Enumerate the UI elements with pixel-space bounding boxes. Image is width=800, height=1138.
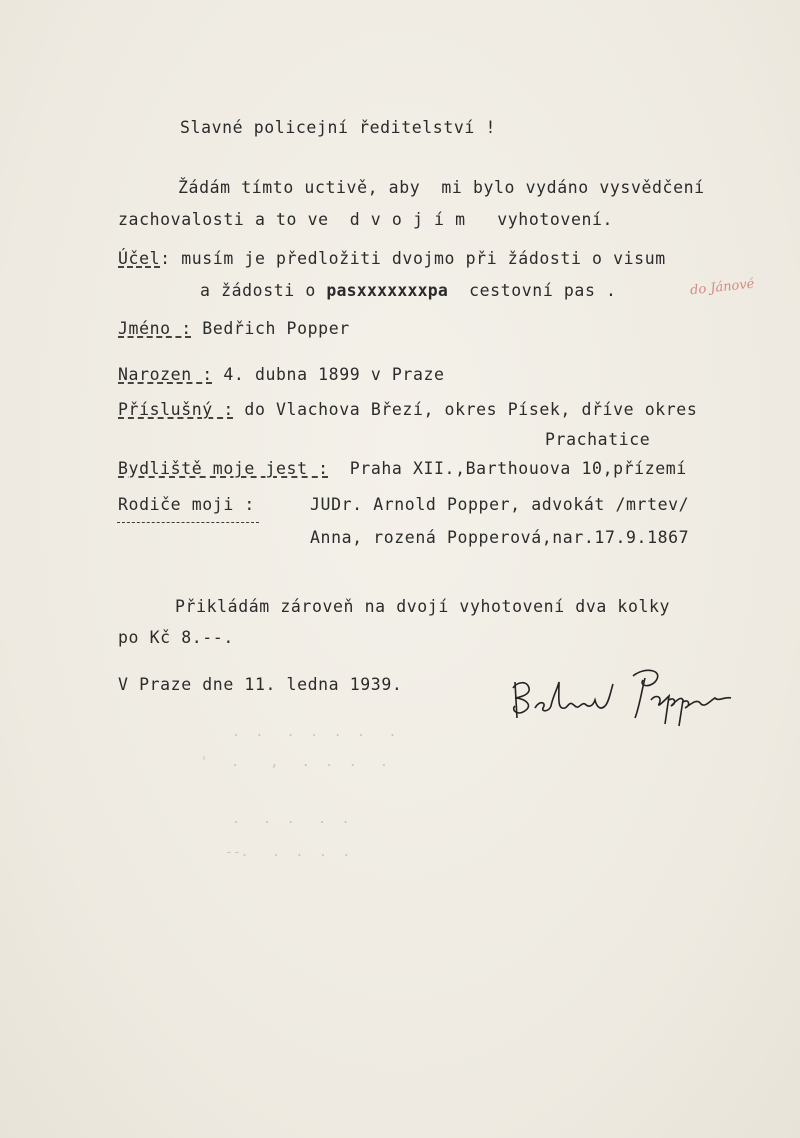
domicile-label: Příslušný : [118,400,234,419]
show-through-2: ' . , . . . . [200,755,388,770]
domicile-value-2: Prachatice [545,430,651,449]
name-label: Jméno : [118,319,192,338]
parents-underline [117,522,259,523]
purpose-text-2b: cestovní pas . [448,281,617,300]
purpose-text-2a: a žádosti o [200,281,327,300]
show-through-4: --. . . . . [225,845,351,860]
purpose-line-2 [200,281,617,301]
show-through-3: . . . . . [232,812,350,827]
purpose-line-1 [118,249,666,269]
request-line-1: Žádám tímto uctivě, aby mi bylo vydáno vysvědčení [178,178,705,197]
signature [505,660,745,730]
name-value: Bedřich Popper [191,319,350,338]
father-value: JUDr. Arnold Popper, advokát /mrtev/ [310,495,690,514]
purpose-struck-text: pasxxxxxxxpa [326,281,449,300]
purpose-text-1: : musím je předložiti dvojmo při žádosti o visum [160,249,666,268]
mother-value: Anna, rozená Popperová,nar.17.9.1867 [310,528,690,547]
born-value: 4. dubna 1899 v Praze [212,365,445,384]
salutation: Slavné policejní ředitelství ! [180,118,497,137]
place-date: V Praze dne 11. ledna 1939. [118,675,403,694]
request-line-2: zachovalosti a to ve d v o j í m vyhotovení. [118,210,614,229]
born-label: Narozen : [118,365,213,384]
enclosure-line-1: Přikládám zároveň na dvojí vyhotovení dva kolky [175,597,671,616]
domicile-value-1: do Vlachova Březí, okres Písek, dříve okres [233,400,698,419]
name-row [118,319,350,339]
enclosure-line-2: po Kč 8.--. [118,628,234,647]
residence-value: Praha XII.,Barthouova 10,přízemí [328,459,687,478]
parents-label: Rodiče moji : [118,495,255,514]
margin-note: do Jánové [689,276,756,299]
residence-label: Bydliště moje jest : [118,459,329,478]
born-row [118,365,445,385]
residence-row [118,459,687,479]
purpose-label: Účel [118,249,161,268]
domicile-row [118,400,697,420]
show-through-1: . . . . . . . [232,725,397,740]
